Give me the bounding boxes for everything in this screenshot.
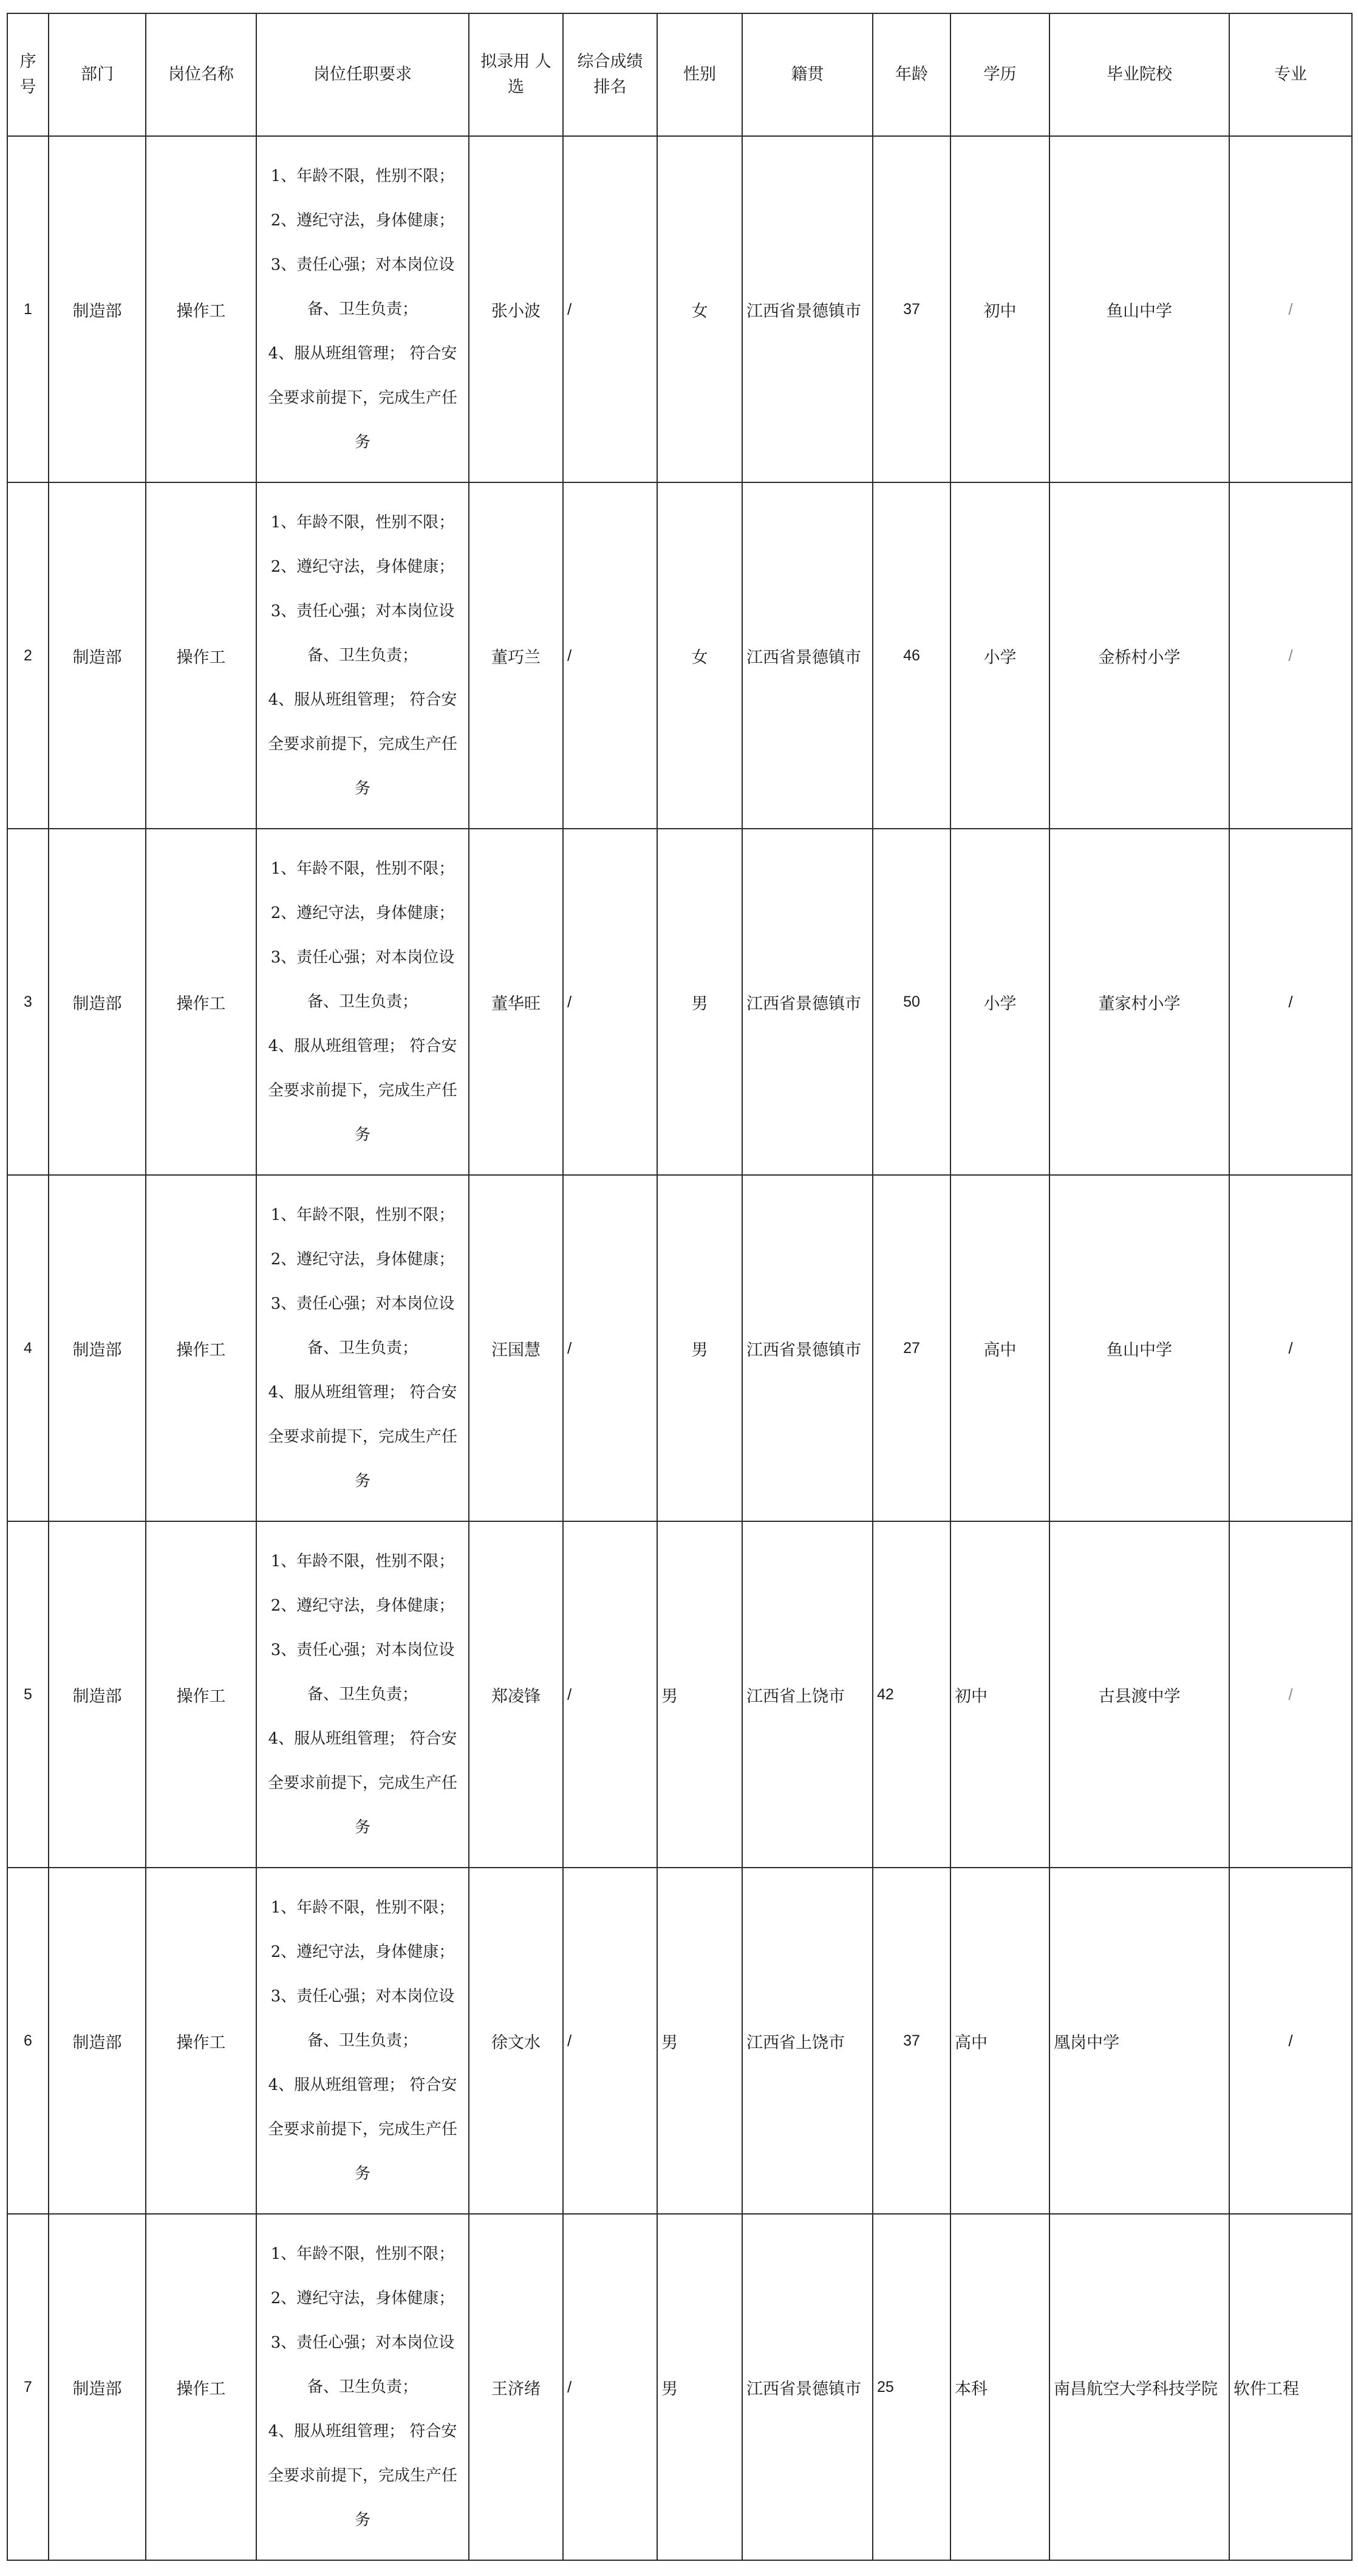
requirement-line: 备、卫生负责；: [307, 2031, 418, 2050]
table-row: [7, 829, 1352, 1175]
requirement-line: 备、卫生负责；: [307, 1685, 418, 1704]
cell-education: 本科: [950, 2214, 1049, 2560]
requirement-line: 3、责任心强；对本岗位设: [270, 1987, 455, 2006]
requirement-line: 2、遵纪守法，身体健康；: [270, 1250, 455, 1269]
cell-dept: 制造部: [49, 1521, 146, 1868]
cell-school: 金桥村小学: [1049, 482, 1229, 829]
cell-dept: 制造部: [49, 1868, 146, 2214]
requirement-line: 备、卫生负责；: [307, 646, 418, 665]
cell-seq: 3: [7, 829, 49, 1175]
requirement-line: 务: [354, 1125, 370, 1144]
cell-education: 小学: [950, 482, 1049, 829]
cell-requirements: [256, 829, 469, 1175]
cell-education: 初中: [950, 1521, 1049, 1868]
requirement-line: 3、责任心强；对本岗位设: [270, 1640, 455, 1659]
cell-gender: 男: [657, 2214, 742, 2560]
table-row: [7, 1521, 1352, 1868]
table-row: [7, 482, 1352, 829]
table-row: [7, 136, 1352, 482]
cell-gender: 男: [657, 1175, 742, 1521]
requirement-line: 3、责任心强；对本岗位设: [270, 1294, 455, 1313]
cell-dept: 制造部: [49, 136, 146, 482]
requirement-line: 备、卫生负责；: [307, 1338, 418, 1357]
requirement-line: 1、年龄不限，性别不限；: [270, 1552, 455, 1571]
cell-school: 董家村小学: [1049, 829, 1229, 1175]
requirement-line: 全要求前提下，完成生产任: [267, 2120, 457, 2139]
header-candidate: 拟录用 人选: [469, 13, 563, 136]
cell-seq: 4: [7, 1175, 49, 1521]
requirement-line: 3、责任心强；对本岗位设: [270, 2333, 455, 2352]
cell-age: 42: [873, 1521, 950, 1868]
cell-candidate: 张小波: [469, 136, 563, 482]
cell-major: 软件工程: [1229, 2214, 1352, 2560]
cell-origin: 江西省景德镇市: [742, 2214, 873, 2560]
cell-school: 鱼山中学: [1049, 136, 1229, 482]
header-dept: 部门: [49, 13, 146, 136]
cell-candidate: 汪国慧: [469, 1175, 563, 1521]
cell-ranking: /: [563, 2214, 657, 2560]
hiring-roster-table: [7, 13, 1353, 2561]
requirement-line: 备、卫生负责；: [307, 2377, 418, 2396]
requirement-line: 4、服从班组管理； 符合安: [268, 690, 457, 709]
requirement-line: 4、服从班组管理； 符合安: [268, 1729, 457, 1748]
requirement-line: 4、服从班组管理； 符合安: [268, 344, 457, 363]
header-school: 毕业院校: [1049, 13, 1229, 136]
cell-dept: 制造部: [49, 482, 146, 829]
requirement-line: 2、遵纪守法，身体健康；: [270, 2289, 455, 2307]
cell-education: 高中: [950, 1175, 1049, 1521]
requirement-line: 务: [354, 779, 370, 798]
cell-candidate: 郑凌锋: [469, 1521, 563, 1868]
cell-position: 操作工: [146, 1868, 256, 2214]
header-seq: [7, 13, 49, 136]
cell-position: 操作工: [146, 482, 256, 829]
cell-origin: 江西省上饶市: [742, 1868, 873, 2214]
cell-major: /: [1229, 1175, 1352, 1521]
header-requirements: 岗位任职要求: [256, 13, 469, 136]
cell-position: 操作工: [146, 1521, 256, 1868]
requirement-line: 全要求前提下，完成生产任: [267, 2466, 457, 2485]
cell-major: /: [1229, 829, 1352, 1175]
requirement-line: 全要求前提下，完成生产任: [267, 388, 457, 407]
cell-candidate: 董巧兰: [469, 482, 563, 829]
requirement-line: 务: [354, 2510, 370, 2529]
cell-origin: 江西省景德镇市: [742, 829, 873, 1175]
cell-origin: 江西省景德镇市: [742, 136, 873, 482]
cell-position: 操作工: [146, 2214, 256, 2560]
cell-ranking: /: [563, 1868, 657, 2214]
requirement-line: 备、卫生负责；: [307, 992, 418, 1011]
cell-school: 古县渡中学: [1049, 1521, 1229, 1868]
cell-position: 操作工: [146, 1175, 256, 1521]
cell-gender: 男: [657, 1868, 742, 2214]
table-row: [7, 1175, 1352, 1521]
requirement-line: 务: [354, 1471, 370, 1490]
cell-school: 凰岗中学: [1049, 1868, 1229, 2214]
requirement-line: 2、遵纪守法，身体健康；: [270, 903, 455, 922]
cell-education: 小学: [950, 829, 1049, 1175]
cell-dept: 制造部: [49, 2214, 146, 2560]
cell-ranking: /: [563, 1521, 657, 1868]
cell-seq: 1: [7, 136, 49, 482]
cell-position: 操作工: [146, 136, 256, 482]
cell-candidate: 徐文水: [469, 1868, 563, 2214]
cell-gender: 女: [657, 136, 742, 482]
table-row: [7, 2214, 1352, 2560]
header-education: 学历: [950, 13, 1049, 136]
cell-ranking: /: [563, 829, 657, 1175]
cell-age: 37: [873, 136, 950, 482]
header-position: 岗位名称: [146, 13, 256, 136]
cell-seq: 7: [7, 2214, 49, 2560]
table-body: [7, 136, 1352, 2560]
cell-gender: 男: [657, 829, 742, 1175]
cell-origin: 江西省景德镇市: [742, 1175, 873, 1521]
requirement-line: 1、年龄不限，性别不限；: [270, 2244, 455, 2263]
requirement-line: 务: [354, 2164, 370, 2183]
requirement-line: 1、年龄不限，性别不限；: [270, 859, 455, 878]
requirement-line: 4、服从班组管理； 符合安: [268, 2075, 457, 2094]
cell-ranking: /: [563, 482, 657, 829]
cell-origin: 江西省景德镇市: [742, 482, 873, 829]
requirement-line: 1、年龄不限，性别不限；: [270, 1205, 455, 1224]
requirement-line: 2、遵纪守法，身体健康；: [270, 211, 455, 230]
requirement-line: 1、年龄不限，性别不限；: [270, 513, 455, 532]
requirement-line: 3、责任心强；对本岗位设: [270, 601, 455, 620]
cell-requirements: [256, 1521, 469, 1868]
cell-origin: 江西省上饶市: [742, 1521, 873, 1868]
requirement-line: 2、遵纪守法，身体健康；: [270, 1596, 455, 1615]
cell-requirements: [256, 136, 469, 482]
requirement-line: 全要求前提下，完成生产任: [267, 1081, 457, 1100]
cell-major: /: [1229, 482, 1352, 829]
cell-age: 25: [873, 2214, 950, 2560]
header-ranking: 综合成绩排名: [563, 13, 657, 136]
cell-candidate: 王济绪: [469, 2214, 563, 2560]
cell-dept: 制造部: [49, 1175, 146, 1521]
cell-age: 50: [873, 829, 950, 1175]
cell-seq: 2: [7, 482, 49, 829]
cell-school: 南昌航空大学科技学院: [1049, 2214, 1229, 2560]
table-header-row: [7, 13, 1352, 136]
requirement-line: 全要求前提下，完成生产任: [267, 735, 457, 753]
cell-seq: 6: [7, 1868, 49, 2214]
cell-education: 高中: [950, 1868, 1049, 2214]
requirement-line: 4、服从班组管理； 符合安: [268, 1383, 457, 1402]
header-seq-line2: 号: [19, 78, 36, 97]
requirement-line: 4、服从班组管理； 符合安: [268, 2422, 457, 2441]
requirement-line: 务: [354, 433, 370, 451]
cell-dept: 制造部: [49, 829, 146, 1175]
requirement-line: 2、遵纪守法，身体健康；: [270, 1942, 455, 1961]
requirement-line: 1、年龄不限，性别不限；: [270, 1898, 455, 1917]
cell-seq: 5: [7, 1521, 49, 1868]
cell-requirements: [256, 482, 469, 829]
cell-ranking: /: [563, 136, 657, 482]
requirement-line: 2、遵纪守法，身体健康；: [270, 557, 455, 576]
header-seq-line1: 序: [19, 52, 36, 72]
cell-age: 27: [873, 1175, 950, 1521]
header-major: 专业: [1229, 13, 1352, 136]
requirement-line: 全要求前提下，完成生产任: [267, 1427, 457, 1446]
requirement-line: 备、卫生负责；: [307, 300, 418, 318]
cell-major: /: [1229, 1521, 1352, 1868]
header-origin: 籍贯: [742, 13, 873, 136]
cell-education: 初中: [950, 136, 1049, 482]
table-row: [7, 1868, 1352, 2214]
cell-school: 鱼山中学: [1049, 1175, 1229, 1521]
requirement-line: 3、责任心强；对本岗位设: [270, 255, 455, 274]
cell-age: 37: [873, 1868, 950, 2214]
header-gender: 性别: [657, 13, 742, 136]
requirement-line: 1、年龄不限，性别不限；: [270, 166, 455, 185]
cell-requirements: [256, 2214, 469, 2560]
cell-candidate: 董华旺: [469, 829, 563, 1175]
cell-ranking: /: [563, 1175, 657, 1521]
cell-requirements: [256, 1868, 469, 2214]
requirement-line: 全要求前提下，完成生产任: [267, 1773, 457, 1792]
cell-gender: 女: [657, 482, 742, 829]
cell-age: 46: [873, 482, 950, 829]
cell-major: /: [1229, 136, 1352, 482]
cell-major: /: [1229, 1868, 1352, 2214]
cell-position: 操作工: [146, 829, 256, 1175]
cell-requirements: [256, 1175, 469, 1521]
header-age: 年龄: [873, 13, 950, 136]
requirement-line: 3、责任心强；对本岗位设: [270, 948, 455, 967]
requirement-line: 4、服从班组管理； 符合安: [268, 1036, 457, 1055]
cell-gender: 男: [657, 1521, 742, 1868]
requirement-line: 务: [354, 1818, 370, 1837]
